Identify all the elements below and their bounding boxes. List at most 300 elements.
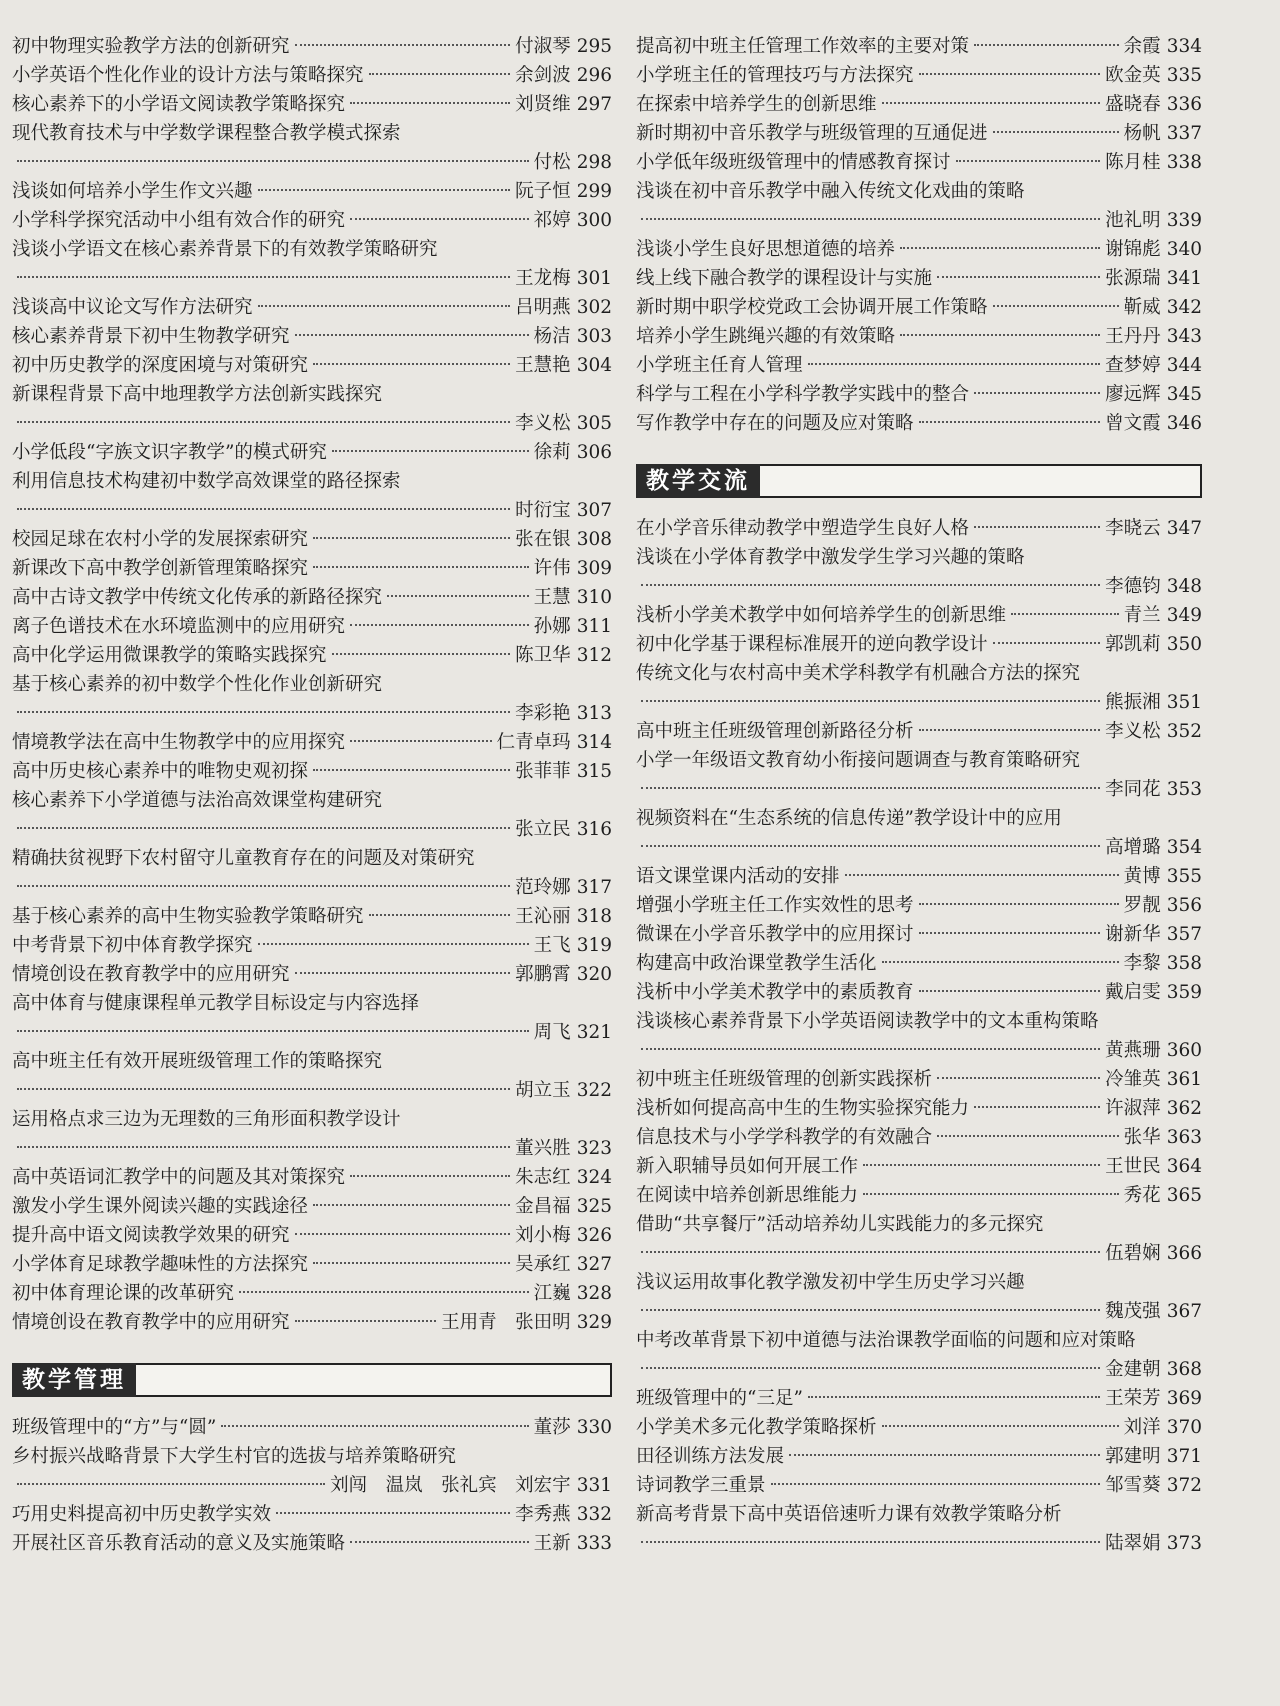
toc-entry: [636, 1384, 1202, 1413]
toc-entry-title: 高中历史核心素养中的唯物史观初探: [12, 761, 309, 782]
toc-entry: [12, 1250, 612, 1279]
leader-dots: [258, 189, 511, 191]
leader-dots: [641, 1048, 1100, 1050]
toc-entry-author: 许淑萍: [1105, 1098, 1161, 1119]
toc-entry-title: 浅谈在初中音乐教学中融入传统文化戏曲的策略: [636, 181, 1025, 202]
toc-entry-row: [12, 728, 612, 757]
toc-entry-page: 342: [1166, 297, 1202, 318]
toc-entry-page: 298: [576, 152, 612, 173]
leader-dots: [258, 943, 529, 945]
leader-dots: [221, 1425, 528, 1427]
toc-entry-author: 刘贤维: [515, 94, 571, 115]
leader-dots: [17, 1030, 529, 1032]
toc-entry: [636, 949, 1202, 978]
toc-entry: [636, 351, 1202, 380]
toc-entry: [12, 1279, 612, 1308]
toc-entry-author: 张源瑞: [1105, 268, 1161, 289]
toc-entry-author: 黄博: [1123, 866, 1161, 887]
toc-entry: [12, 1413, 612, 1442]
toc-entry-row: [12, 699, 612, 728]
leader-dots: [295, 44, 511, 46]
leader-dots: [295, 334, 529, 336]
toc-entry: [12, 438, 612, 467]
toc-entry-row: [12, 960, 612, 989]
leader-dots: [919, 729, 1101, 731]
toc-entry-title: 在阅读中培养创新思维能力: [636, 1185, 859, 1206]
leader-dots: [808, 363, 1101, 365]
toc-entry-row: [636, 862, 1202, 891]
toc-entry: [12, 757, 612, 786]
toc-entry-title: 初中化学基于课程标准展开的逆向教学设计: [636, 634, 988, 655]
toc-entry-author: 张在银: [515, 529, 571, 550]
toc-entry-author: 刘闯 温岚 张礼宾 刘宏宇: [330, 1475, 571, 1496]
toc-entry: [636, 177, 1202, 235]
toc-entry-page: 324: [576, 1167, 612, 1188]
leader-dots: [295, 1233, 511, 1235]
leader-dots: [17, 508, 510, 510]
toc-entry-row: [636, 514, 1202, 543]
leader-dots: [919, 73, 1101, 75]
toc-entry-title: 小学班主任育人管理: [636, 355, 803, 376]
toc-entry: [636, 148, 1202, 177]
toc-entry-author: 时衍宝: [515, 500, 571, 521]
toc-entry-row: [12, 293, 612, 322]
toc-entry: [12, 641, 612, 670]
toc-entry-page: 348: [1166, 576, 1202, 597]
toc-entry-page: 306: [576, 442, 612, 463]
toc-entry-author: 郭鹏霄: [515, 964, 571, 985]
toc-entry-title: 在探索中培养学生的创新思维: [636, 94, 877, 115]
leader-dots: [863, 1164, 1100, 1166]
leader-dots: [641, 787, 1100, 789]
toc-entry-page: 362: [1166, 1098, 1202, 1119]
leader-dots: [17, 827, 510, 829]
toc-entry-title: 小学班主任的管理技巧与方法探究: [636, 65, 914, 86]
leader-dots: [17, 276, 510, 278]
toc-entry-page: 323: [576, 1138, 612, 1159]
toc-entry-page: 367: [1166, 1301, 1202, 1322]
toc-entry-row: [12, 1471, 612, 1500]
toc-entry: [636, 978, 1202, 1007]
toc-entry-title: 高中班主任班级管理创新路径分析: [636, 721, 914, 742]
toc-entry: [12, 728, 612, 757]
toc-entry-page: 299: [576, 181, 612, 202]
toc-entry-title: 基于核心素养的高中生物实验教学策略研究: [12, 906, 364, 927]
toc-entry-page: 311: [576, 616, 612, 637]
toc-entry-title: 提高初中班主任管理工作效率的主要对策: [636, 36, 970, 57]
toc-entry-author: 王世民: [1105, 1156, 1161, 1177]
toc-entry-title: 在小学音乐律动教学中塑造学生良好人格: [636, 518, 970, 539]
right-column: [636, 32, 1202, 1558]
toc-entry-title: 运用格点求三边为无理数的三角形面积教学设计: [12, 1109, 401, 1130]
toc-entry-page: 359: [1166, 982, 1202, 1003]
toc-entry: [636, 862, 1202, 891]
leader-dots: [937, 276, 1100, 278]
toc-entry: [636, 891, 1202, 920]
toc-entry-page: 300: [576, 210, 612, 231]
toc-entry-author: 李义松: [1105, 721, 1161, 742]
toc-entry-page: 305: [576, 413, 612, 434]
toc-entry-author: 罗靓: [1123, 895, 1161, 916]
toc-entry-author: 高增璐: [1105, 837, 1161, 858]
toc-entry-row: [12, 1134, 612, 1163]
toc-entry: [636, 1123, 1202, 1152]
toc-entry-page: 331: [576, 1475, 612, 1496]
toc-entry-row: [12, 1221, 612, 1250]
toc-entry-author: 靳威: [1123, 297, 1161, 318]
leader-dots: [387, 595, 529, 597]
toc-entry-title: 微课在小学音乐教学中的应用探讨: [636, 924, 914, 945]
leader-dots: [789, 1454, 1100, 1456]
toc-entry-title: 利用信息技术构建初中数学高效课堂的路径探索: [12, 471, 401, 492]
toc-entry-title: 基于核心素养的初中数学个性化作业创新研究: [12, 674, 383, 695]
leader-dots: [350, 218, 529, 220]
toc-entry: [636, 1442, 1202, 1471]
toc-entry-author: 王慧: [533, 587, 571, 608]
toc-entry-author: 熊振湘: [1105, 692, 1161, 713]
entry-list: [12, 32, 612, 1337]
toc-entry-row: [636, 90, 1202, 119]
toc-entry-page: 333: [576, 1533, 612, 1554]
leader-dots: [17, 885, 510, 887]
toc-entry-page: 370: [1166, 1417, 1202, 1438]
toc-entry-title: 校园足球在农村小学的发展探索研究: [12, 529, 309, 550]
toc-entry-author: 江巍: [533, 1283, 571, 1304]
toc-entry-title: 开展社区音乐教育活动的意义及实施策略: [12, 1533, 346, 1554]
toc-entry: [12, 1192, 612, 1221]
toc-entry-title: 增强小学班主任工作实效性的思考: [636, 895, 914, 916]
toc-entry-title: 初中班主任班级管理的创新实践探析: [636, 1069, 933, 1090]
leader-dots: [239, 1291, 529, 1293]
toc-entry: [636, 746, 1202, 804]
toc-entry-title: 信息技术与小学学科教学的有效融合: [636, 1127, 933, 1148]
toc-entry-author: 戴启雯: [1105, 982, 1161, 1003]
toc-entry-page: 295: [576, 36, 612, 57]
toc-entry-row: [12, 1500, 612, 1529]
toc-entry-row: [12, 90, 612, 119]
toc-entry-page: 364: [1166, 1156, 1202, 1177]
section-title: 教学管理: [12, 1363, 136, 1397]
toc-entry-title: 高中化学运用微课教学的策略实践探究: [12, 645, 327, 666]
toc-entry-row: [12, 1413, 612, 1442]
toc-entry-author: 李黎: [1123, 953, 1161, 974]
toc-entry: [636, 61, 1202, 90]
toc-entry-row: [12, 525, 612, 554]
toc-entry-author: 张立民: [515, 819, 571, 840]
leader-dots: [974, 392, 1100, 394]
toc-entry-page: 336: [1166, 94, 1202, 115]
toc-entry: [12, 61, 612, 90]
toc-entry-author: 郭凯莉: [1105, 634, 1161, 655]
toc-entry-page: 361: [1166, 1069, 1202, 1090]
leader-dots: [641, 1309, 1100, 1311]
leader-dots: [845, 874, 1119, 876]
toc-entry-row: [636, 1297, 1202, 1326]
leader-dots: [313, 1204, 510, 1206]
toc-entry-title: 新入职辅导员如何开展工作: [636, 1156, 859, 1177]
toc-entry-title: 高中体育与健康课程单元教学目标设定与内容选择: [12, 993, 420, 1014]
toc-entry-title: 诗词教学三重景: [636, 1475, 766, 1496]
toc-entry-title: 浅析小学美术教学中如何培养学生的创新思维: [636, 605, 1007, 626]
toc-entry: [12, 90, 612, 119]
toc-entry-page: 313: [576, 703, 612, 724]
toc-entry-title: 浅谈小学生良好思想道德的培养: [636, 239, 896, 260]
toc-entry-page: 330: [576, 1417, 612, 1438]
toc-entry-page: 358: [1166, 953, 1202, 974]
toc-entry-row: [636, 775, 1202, 804]
toc-entry-page: 329: [576, 1312, 612, 1333]
leader-dots: [295, 1320, 437, 1322]
toc-entry-author: 杨洁: [533, 326, 571, 347]
toc-entry-title: 浅谈在小学体育教学中激发学生学习兴趣的策略: [636, 547, 1025, 568]
toc-entry-row: [636, 1181, 1202, 1210]
toc-entry-page: 373: [1166, 1533, 1202, 1554]
toc-entry-author: 伍碧娴: [1105, 1243, 1161, 1264]
toc-entry-page: 326: [576, 1225, 612, 1246]
toc-entry: [636, 1471, 1202, 1500]
toc-entry: [636, 1210, 1202, 1268]
toc-entry-title: 提升高中语文阅读教学效果的研究: [12, 1225, 290, 1246]
toc-entry-title: 情境创设在教育教学中的应用研究: [12, 1312, 290, 1333]
entry-list: [12, 1413, 612, 1558]
toc-entry: [12, 206, 612, 235]
toc-entry-row: [12, 873, 612, 902]
toc-entry: [12, 786, 612, 844]
toc-entry-author: 付淑琴: [515, 36, 571, 57]
toc-entry-title: 新课改下高中教学创新管理策略探究: [12, 558, 309, 579]
toc-entry-title: 借助“共享餐厅”活动培养幼儿实践能力的多元探究: [636, 1214, 1044, 1235]
toc-entry-row: [636, 949, 1202, 978]
toc-entry-title: 精确扶贫视野下农村留守儿童教育存在的问题及对策研究: [12, 848, 475, 869]
toc-entry-row: [636, 206, 1202, 235]
toc-entry: [636, 32, 1202, 61]
toc-entry-page: 357: [1166, 924, 1202, 945]
toc-entry-author: 王丹丹: [1105, 326, 1161, 347]
toc-entry-page: 322: [576, 1080, 612, 1101]
toc-entry-author: 陆翠娟: [1105, 1533, 1161, 1554]
toc-entry-row: [12, 583, 612, 612]
toc-entry: [12, 1442, 612, 1500]
toc-entry-row: [12, 1018, 612, 1047]
toc-entry-row: [636, 1529, 1202, 1558]
toc-entry: [636, 659, 1202, 717]
toc-entry-row: [636, 293, 1202, 322]
toc-entry-title: 培养小学生跳绳兴趣的有效策略: [636, 326, 896, 347]
toc-entry-author: 董兴胜: [515, 1138, 571, 1159]
toc-entry-page: 351: [1166, 692, 1202, 713]
toc-entry-author: 王飞: [533, 935, 571, 956]
toc-entry-page: 345: [1166, 384, 1202, 405]
toc-entry-author: 李晓云: [1105, 518, 1161, 539]
toc-entry: [636, 119, 1202, 148]
toc-entry: [12, 1500, 612, 1529]
toc-entry: [636, 630, 1202, 659]
toc-entry-author: 青兰: [1123, 605, 1161, 626]
leader-dots: [17, 1088, 510, 1090]
toc-entry-author: 魏茂强: [1105, 1301, 1161, 1322]
leader-dots: [808, 1396, 1100, 1398]
toc-entry-author: 张菲菲: [515, 761, 571, 782]
toc-entry-page: 321: [576, 1022, 612, 1043]
toc-entry-author: 曾文霞: [1105, 413, 1161, 434]
toc-entry: [12, 293, 612, 322]
toc-entry-page: 344: [1166, 355, 1202, 376]
toc-entry-author: 黄燕珊: [1105, 1040, 1161, 1061]
toc-entry-page: 349: [1166, 605, 1202, 626]
toc-entry-page: 301: [576, 268, 612, 289]
toc-entry-author: 范玲娜: [515, 877, 571, 898]
toc-entry-author: 仁青卓玛: [496, 732, 571, 753]
toc-entry-page: 312: [576, 645, 612, 666]
toc-entry-author: 秀花: [1123, 1185, 1161, 1206]
toc-entry-page: 303: [576, 326, 612, 347]
toc-entry-author: 李彩艳: [515, 703, 571, 724]
leader-dots: [313, 363, 510, 365]
leader-dots: [350, 1541, 529, 1543]
toc-entry-title: 乡村振兴战略背景下大学生村官的选拔与培养策略研究: [12, 1446, 457, 1467]
toc-entry-row: [12, 264, 612, 293]
toc-entry-row: [636, 380, 1202, 409]
toc-entry-title: 初中体育理论课的改革研究: [12, 1283, 235, 1304]
leader-dots: [17, 1483, 325, 1485]
toc-entry-row: [12, 438, 612, 467]
toc-entry-row: [12, 641, 612, 670]
toc-entry-title: 田径训练方法发展: [636, 1446, 785, 1467]
leader-dots: [993, 642, 1101, 644]
toc-entry: [12, 467, 612, 525]
toc-entry-title: 语文课堂课内活动的安排: [636, 866, 840, 887]
toc-entry-page: 325: [576, 1196, 612, 1217]
toc-entry-title: 小学低段“字族文识字教学”的模式研究: [12, 442, 327, 463]
leader-dots: [313, 566, 529, 568]
toc-entry-page: 297: [576, 94, 612, 115]
toc-entry-page: 338: [1166, 152, 1202, 173]
toc-entry-row: [636, 1442, 1202, 1471]
toc-entry-title: 班级管理中的“方”与“圆”: [12, 1417, 217, 1438]
toc-entry-title: 核心素养下小学道德与法治高效课堂构建研究: [12, 790, 383, 811]
toc-entry-title: 新时期中职学校党政工会协调开展工作策略: [636, 297, 988, 318]
toc-entry-page: 354: [1166, 837, 1202, 858]
toc-entry: [12, 989, 612, 1047]
toc-entry: [636, 1500, 1202, 1558]
toc-entry-row: [12, 32, 612, 61]
toc-entry-author: 王新: [533, 1533, 571, 1554]
leader-dots: [919, 932, 1101, 934]
toc-entry-row: [636, 1152, 1202, 1181]
toc-entry-page: 368: [1166, 1359, 1202, 1380]
toc-entry-author: 李德钧: [1105, 576, 1161, 597]
toc-entry-row: [636, 920, 1202, 949]
toc-entry-author: 余霞: [1123, 36, 1161, 57]
toc-entry: [12, 322, 612, 351]
toc-entry-page: 315: [576, 761, 612, 782]
toc-entry-row: [12, 554, 612, 583]
toc-entry-title: 写作教学中存在的问题及应对策略: [636, 413, 914, 434]
entry-list: [636, 514, 1202, 1558]
section-rule: [136, 1363, 612, 1397]
toc-entry-author: 王慧艳: [515, 355, 571, 376]
leader-dots: [17, 160, 529, 162]
toc-entry-title: 新高考背景下高中英语倍速听力课有效教学策略分析: [636, 1504, 1062, 1525]
toc-entry-page: 347: [1166, 518, 1202, 539]
leader-dots: [900, 247, 1100, 249]
leader-dots: [641, 1541, 1100, 1543]
leader-dots: [919, 421, 1101, 423]
toc-entry-page: 340: [1166, 239, 1202, 260]
toc-entry-row: [12, 815, 612, 844]
toc-entry-page: 339: [1166, 210, 1202, 231]
leader-dots: [900, 334, 1100, 336]
leader-dots: [332, 450, 529, 452]
toc-entry-title: 构建高中政治课堂教学生活化: [636, 953, 877, 974]
toc-entry: [12, 32, 612, 61]
toc-entry-row: [12, 206, 612, 235]
leader-dots: [993, 131, 1119, 133]
toc-entry-title: 初中物理实验教学方法的创新研究: [12, 36, 290, 57]
toc-entry-page: 363: [1166, 1127, 1202, 1148]
toc-entry-author: 杨帆: [1123, 123, 1161, 144]
toc-entry-row: [12, 1250, 612, 1279]
toc-entry-author: 谢新华: [1105, 924, 1161, 945]
toc-entry-author: 金建朝: [1105, 1359, 1161, 1380]
toc-entry-author: 李同花: [1105, 779, 1161, 800]
toc-entry-page: 360: [1166, 1040, 1202, 1061]
toc-entry-author: 李义松: [515, 413, 571, 434]
leader-dots: [313, 537, 510, 539]
toc-entry-author: 盛晓春: [1105, 94, 1161, 115]
toc-entry-author: 陈月桂: [1105, 152, 1161, 173]
leader-dots: [937, 1077, 1100, 1079]
toc-entry-row: [636, 32, 1202, 61]
toc-entry-page: 334: [1166, 36, 1202, 57]
toc-entry: [12, 119, 612, 177]
toc-entry-page: 365: [1166, 1185, 1202, 1206]
toc-entry-author: 周飞: [533, 1022, 571, 1043]
leader-dots: [937, 1135, 1119, 1137]
toc-entry-title: 浅谈高中议论文写作方法研究: [12, 297, 253, 318]
toc-entry-page: 307: [576, 500, 612, 521]
toc-entry-row: [636, 1384, 1202, 1413]
toc-entry-row: [636, 978, 1202, 1007]
leader-dots: [276, 1512, 510, 1514]
leader-dots: [882, 961, 1119, 963]
leader-dots: [641, 1367, 1100, 1369]
toc-entry: [12, 844, 612, 902]
toc-entry-title: 情境创设在教育教学中的应用研究: [12, 964, 290, 985]
toc-entry-row: [12, 177, 612, 206]
toc-entry-page: 318: [576, 906, 612, 927]
toc-entry-title: 线上线下融合教学的课程设计与实施: [636, 268, 933, 289]
toc-entry-page: 309: [576, 558, 612, 579]
toc-entry-title: 浅析中小学美术教学中的素质教育: [636, 982, 914, 1003]
toc-entry: [636, 920, 1202, 949]
toc-entry-row: [636, 833, 1202, 862]
toc-entry-row: [636, 891, 1202, 920]
toc-entry-row: [12, 1529, 612, 1558]
toc-entry: [12, 554, 612, 583]
toc-entry-row: [12, 1279, 612, 1308]
toc-entry-author: 金昌福: [515, 1196, 571, 1217]
toc-entry-page: 332: [576, 1504, 612, 1525]
toc-entry-page: 343: [1166, 326, 1202, 347]
toc-entry-author: 池礼明: [1105, 210, 1161, 231]
toc-entry-author: 王沁丽: [515, 906, 571, 927]
toc-entry-title: 传统文化与农村高中美术学科教学有机融合方法的探究: [636, 663, 1081, 684]
toc-entry-row: [12, 496, 612, 525]
toc-entry-author: 胡立玉: [515, 1080, 571, 1101]
leader-dots: [771, 1483, 1101, 1485]
leader-dots: [1011, 613, 1119, 615]
